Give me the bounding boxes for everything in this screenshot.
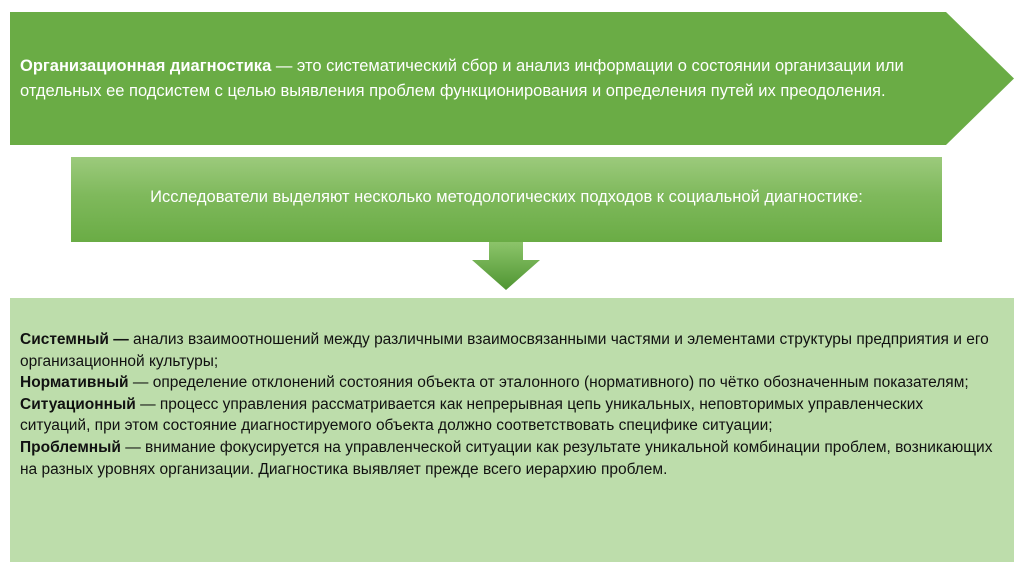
definition-term: Организационная диагностика [20, 57, 272, 75]
approach-description: — процесс управления рассматривается как непрерывная цепь уникальных, неповторимых управленческих ситуаций, при этом состояние диагностируемого объекта должно соответствовать специфике ситуации; [20, 395, 924, 435]
definition-text [20, 54, 920, 104]
approaches-intro-text: Исследователи выделяют несколько методологических подходов к социальной диагностике: [150, 188, 863, 206]
approaches-list [20, 329, 995, 480]
approach-description: анализ взаимоотношений между различными взаимосвязанными частями и элементами структуры предприятия и его организационной культуры; [20, 331, 989, 370]
approach-item-problem [20, 437, 995, 480]
approach-description: — определение отклонений состояния объекта от эталонного (нормативного) по чётко обозначенным показателям; [128, 374, 969, 392]
approach-name: Ситуационный [20, 395, 136, 413]
definition-arrow-banner [10, 12, 1014, 145]
approach-item-situational [20, 394, 995, 437]
approaches-panel [10, 298, 1014, 562]
definition-body: — это систематический сбор и анализ информации о состоянии организации или отдельных ее подсистем с целью выявления проблем функционирования и определения путей их преодоления. [20, 57, 904, 100]
approaches-intro-box [71, 157, 942, 242]
approach-name: Нормативный [20, 374, 129, 392]
approach-name: Системный — [20, 331, 129, 348]
approach-item-normative [20, 372, 995, 394]
approach-description: — внимание фокусируется на управленческой ситуации как результате уникальной комбинации проблем, возникающих на разных уровнях организации. Диагностика выявляет прежде всего иерархию проблем. [20, 438, 993, 478]
approach-name: Проблемный [20, 438, 121, 456]
down-arrow-icon [472, 242, 540, 290]
approach-item-systemic [20, 329, 995, 372]
